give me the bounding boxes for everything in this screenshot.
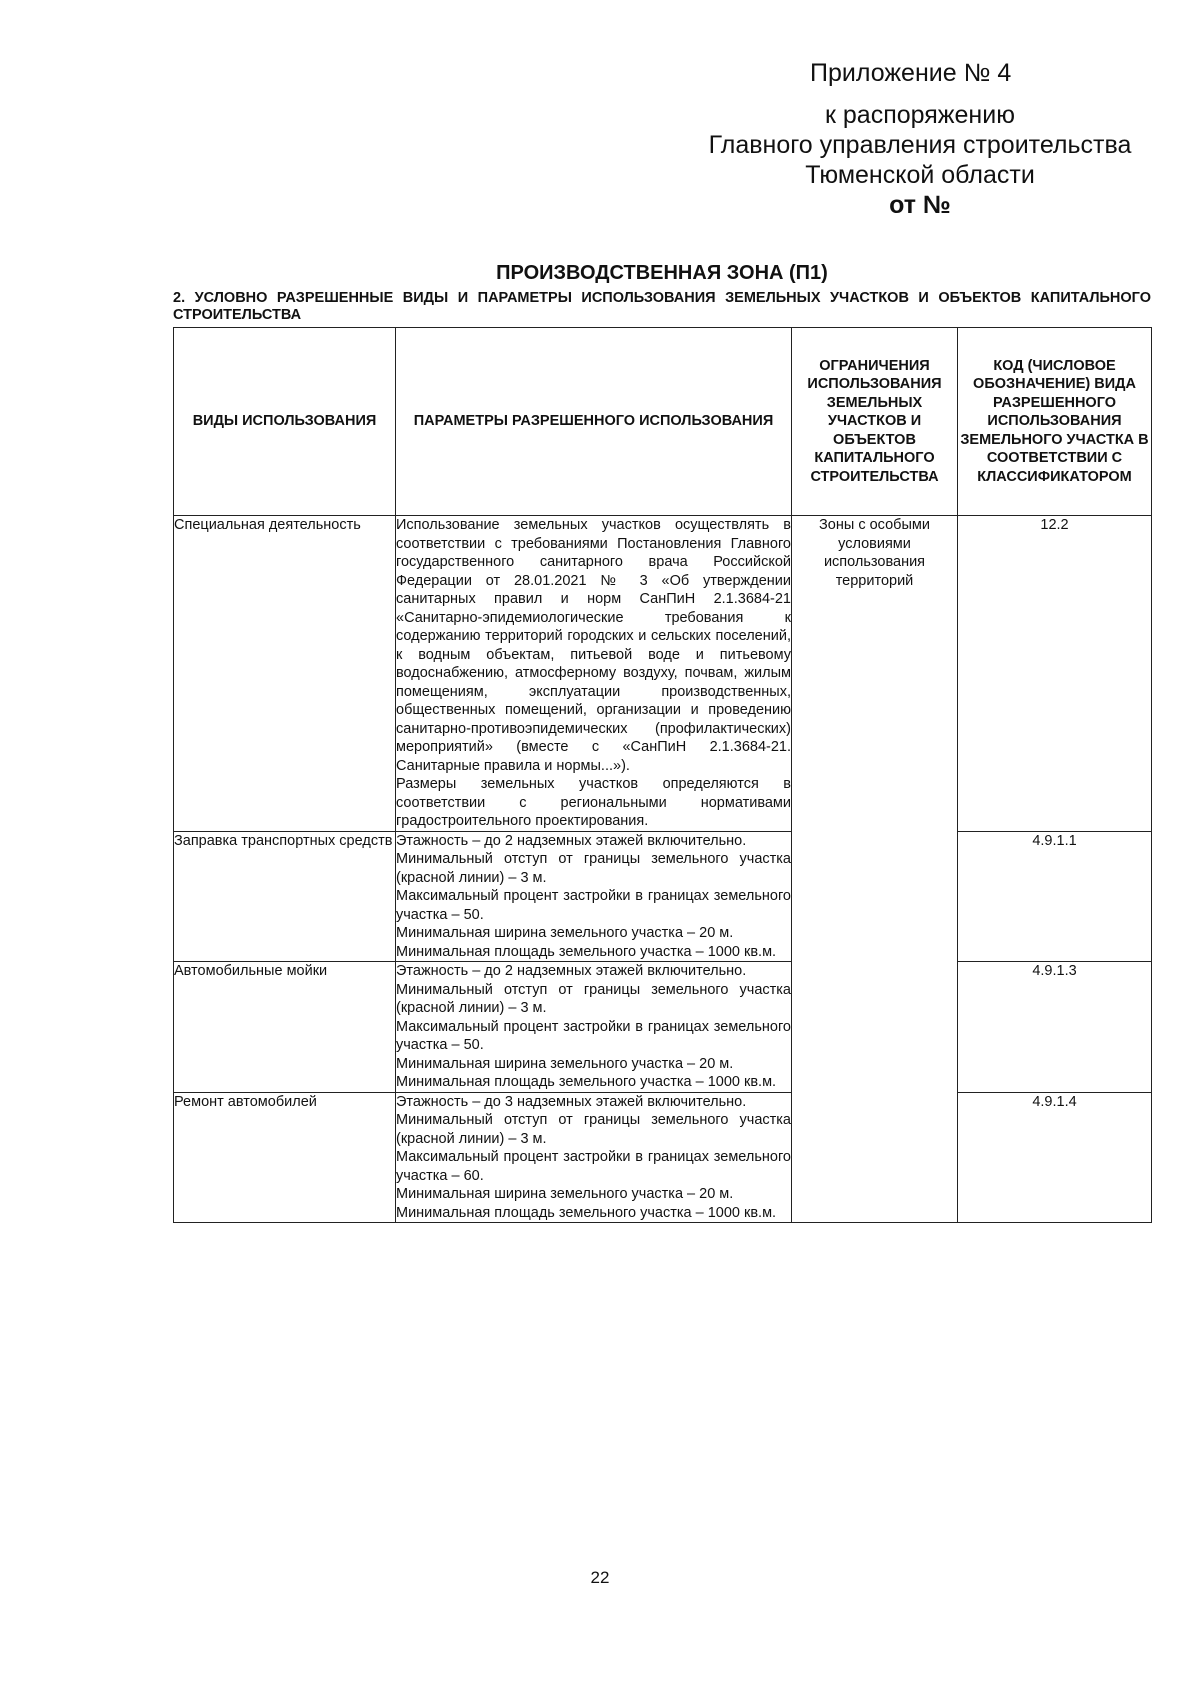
- param-text: Минимальный отступ от границы земельного участка (красной линии) – 3 м.: [396, 981, 791, 1016]
- param-text: Этажность – до 3 надземных этажей включительно.: [396, 1093, 747, 1110]
- code-cell: 4.9.1.3: [958, 962, 1152, 1093]
- appendix-line-3: Тюменской области: [805, 161, 1035, 189]
- use-cell: Ремонт автомобилей: [174, 1092, 396, 1223]
- param-text: Минимальная ширина земельного участка – 20 м.: [396, 1055, 734, 1072]
- params-cell: [396, 1092, 792, 1223]
- appendix-number: Приложение № 4: [810, 59, 1012, 87]
- table-row: [174, 962, 1152, 1093]
- param-text: Максимальный процент застройки в границах земельного участка – 50.: [396, 888, 791, 923]
- use-cell: Заправка транспортных средств: [174, 831, 396, 962]
- appendix-line-1: к распоряжению: [825, 101, 1015, 129]
- param-text: Минимальная площадь земельного участка – 1000 кв.м.: [396, 943, 777, 960]
- limits-cell: Зоны с особыми условиями использования территорий: [792, 516, 958, 1223]
- appendix-line-2: Главного управления строительства: [708, 131, 1132, 159]
- regulations-table: [173, 327, 1152, 1223]
- params-cell: [396, 962, 792, 1093]
- use-cell: Автомобильные мойки: [174, 962, 396, 1093]
- table-row: [174, 831, 1152, 962]
- table-row: [174, 1092, 1152, 1223]
- param-text: Этажность – до 2 надземных этажей включительно.: [396, 963, 747, 979]
- param-text: Использование земельных участков осуществлять в соответствии с требованиями Постановления Главного государственного санитарного врача Российской Федерации от 28.01.2021 № 3 «Об утверждении санитарных правил и норм СанПиН 2.1.3684-21 «Санитарно-эпидемиологические требования к содержанию территорий городских и сельских поселений, к водным объектам, питьевой воде и питьевому водоснабжению, атмосферному воздуху, почвам, жилым помещениям, эксплуатации производственных, общественных помещений, организации и проведению санитарно-противоэпидемических (профилактических) мероприятий» (вместе с «СанПиН 2.1.3684-21. Санитарные правила и нормы...»).: [396, 517, 791, 774]
- header-code: КОД (ЧИСЛОВОЕ ОБОЗНАЧЕНИЕ) ВИДА РАЗРЕШЕННОГО ИСПОЛЬЗОВАНИЯ ЗЕМЕЛЬНОГО УЧАСТКА В СООТВЕТСТВИИ С КЛАССИФИКАТОРОМ: [958, 328, 1152, 516]
- param-text: Максимальный процент застройки в границах земельного участка – 50.: [396, 1018, 791, 1053]
- param-text: Этажность – до 2 надземных этажей включительно.: [396, 832, 747, 849]
- appendix-line-4: от №: [889, 191, 951, 219]
- header-params: ПАРАМЕТРЫ РАЗРЕШЕННОГО ИСПОЛЬЗОВАНИЯ: [396, 328, 792, 516]
- table-header-row: [174, 328, 1152, 516]
- param-text: Минимальная площадь земельного участка – 1000 кв.м.: [396, 1074, 777, 1090]
- section-subtitle: 2. УСЛОВНО РАЗРЕШЕННЫЕ ВИДЫ И ПАРАМЕТРЫ ИСПОЛЬЗОВАНИЯ ЗЕМЕЛЬНЫХ УЧАСТКОВ И ОБЪЕКТОВ КАПИТАЛЬНОГО СТРОИТЕЛЬСТВА: [173, 290, 1151, 323]
- param-text: Минимальный отступ от границы земельного участка (красной линии) – 3 м.: [396, 1112, 791, 1147]
- param-text: Минимальная площадь земельного участка – 1000 кв.м.: [396, 1204, 777, 1221]
- page-number: 22: [590, 1568, 610, 1587]
- zone-title: ПРОИЗВОДСТВЕННАЯ ЗОНА (П1): [496, 262, 828, 284]
- param-text: Минимальный отступ от границы земельного участка (красной линии) – 3 м.: [396, 851, 791, 886]
- use-cell: Специальная деятельность: [174, 516, 396, 832]
- params-cell: [396, 516, 792, 832]
- header-limits: ОГРАНИЧЕНИЯ ИСПОЛЬЗОВАНИЯ ЗЕМЕЛЬНЫХ УЧАСТКОВ И ОБЪЕКТОВ КАПИТАЛЬНОГО СТРОИТЕЛЬСТВА: [792, 328, 958, 516]
- code-cell: 12.2: [958, 516, 1152, 832]
- param-text: Минимальная ширина земельного участка – 20 м.: [396, 925, 734, 941]
- param-text: Минимальная ширина земельного участка – 20 м.: [396, 1186, 734, 1202]
- appendix-header: [690, 58, 1150, 220]
- param-text: Размеры земельных участков определяются в соответствии с региональными нормативами градостроительного проектирования.: [396, 776, 791, 829]
- code-cell: 4.9.1.4: [958, 1092, 1152, 1223]
- table-row: [174, 516, 1152, 832]
- header-use: ВИДЫ ИСПОЛЬЗОВАНИЯ: [174, 328, 396, 516]
- code-cell: 4.9.1.1: [958, 831, 1152, 962]
- param-text: Максимальный процент застройки в границах земельного участка – 60.: [396, 1149, 791, 1184]
- params-cell: [396, 831, 792, 962]
